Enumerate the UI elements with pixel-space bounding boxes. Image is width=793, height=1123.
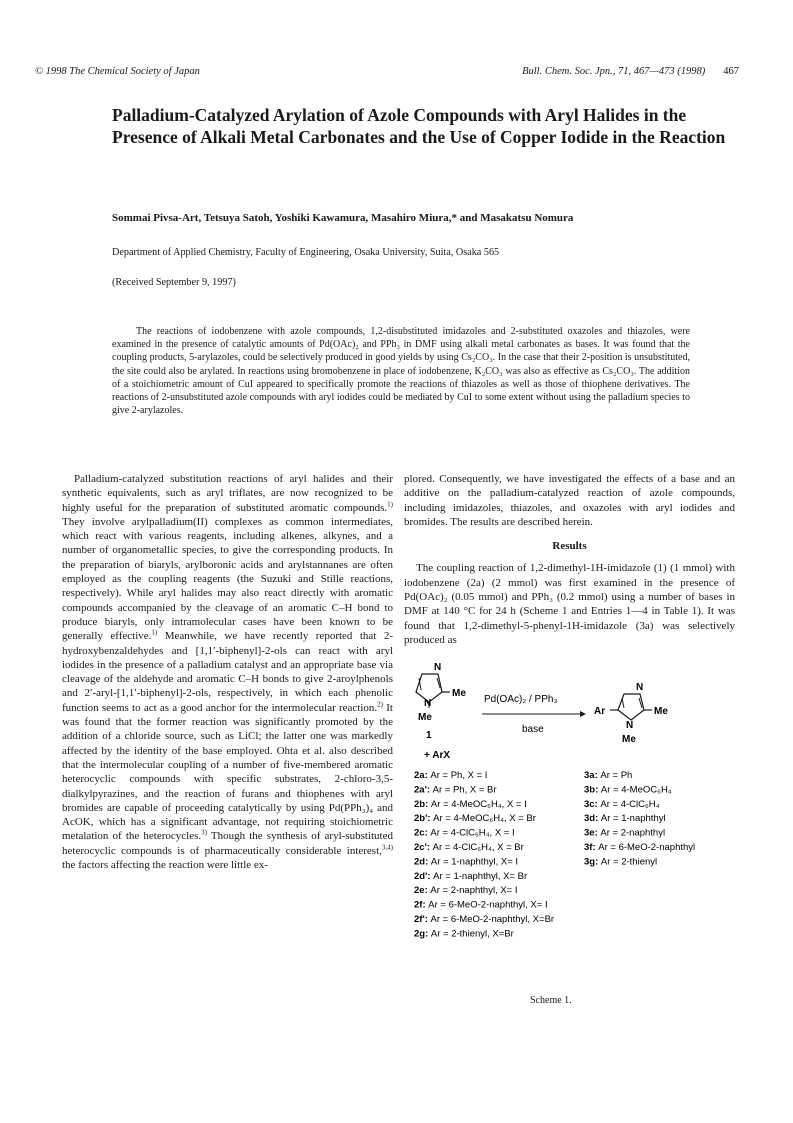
atom-n: N <box>424 698 432 709</box>
atom-n: N <box>636 682 644 693</box>
scheme-entry <box>584 842 695 853</box>
reagent-bottom: base <box>522 724 544 735</box>
entry-id: 2d: <box>414 856 431 868</box>
scheme-entry <box>414 885 518 896</box>
product-list <box>584 770 695 867</box>
received-date: (Received September 9, 1997) <box>112 277 236 288</box>
scheme-entry <box>414 871 527 882</box>
entry-id: 2e: <box>414 885 431 897</box>
entry-description: Ar = 4-ClC₆H₄ <box>600 798 660 810</box>
scheme-entry <box>414 914 554 925</box>
copyright-notice: © 1998 The Chemical Society of Japan <box>35 66 200 77</box>
scheme-entry <box>584 784 672 795</box>
scheme-entry <box>414 856 518 867</box>
entry-id: 2b': <box>414 813 434 825</box>
entry-description: Ar = 6-MeO-2-naphthyl, X=Br <box>430 914 555 925</box>
scheme-entry <box>414 799 527 810</box>
scheme-entry <box>414 784 497 795</box>
paper-title: Palladium-Catalyzed Arylation of Azole Compounds with Aryl Halides in the Presence of Alkali Metal Carbonates and the Use of Copper Iodide in the Reaction <box>112 105 726 147</box>
entry-description: Ar = 1-naphthyl, X= Br <box>433 870 528 882</box>
abstract: The reactions of iodobenzene with azole compounds, 1,2-disubstituted imidazoles and 2-substituted oxazoles and thiazoles, were examined in the presence of catalytic amounts of Pd(OAc)₂ and PPh₃ in DMF using alkali metal carbonates as bases. It was found that the coupling products, 5-arylazoles, could be selectively produced in good yields by using Cs₂CO₃. In the case that their 2-position is unsubstituted, the site could also be arylated. In reactions using bromobenzene in place of iodobenzene, K₂CO₃ was also as effective as Cs₂CO₃. The addition of a stoichiometric amount of CuI appeared to specifically promote the reactions of thiazoles as well as those of thiophene derivatives. The reactions of 2-unsubstituted azole compounds with aryl iodides could be mediated by CuI to some extent without using the palladium species to give 2-arylazoles. <box>112 326 690 417</box>
reference-marker: 2) <box>377 700 384 709</box>
scheme-entry <box>584 770 632 781</box>
entry-description: Ar = 4-MeOC₆H₄ <box>600 784 672 796</box>
entry-id: 3a: <box>584 770 601 781</box>
entry-id: 2a': <box>414 784 433 796</box>
entry-description: Ar = 4-MeOC₆H₄, X = Br <box>433 813 536 825</box>
entry-description: Ar = 1-naphthyl <box>600 813 666 825</box>
scheme-entry <box>584 799 660 810</box>
entry-id: 2a: <box>414 770 431 781</box>
entry-description: Ar = 1-naphthyl, X= I <box>430 856 519 868</box>
entry-id: 2d': <box>414 870 434 882</box>
scheme-1 <box>404 638 744 1008</box>
scheme-entry <box>414 828 515 839</box>
reference-marker: 3) <box>201 828 207 837</box>
scheme-caption: Scheme 1. <box>530 995 572 1006</box>
entry-id: 2f': <box>414 914 431 925</box>
atom-me: Me <box>418 712 432 723</box>
results-paragraph: The coupling reaction of 1,2-dimethyl-1H-imidazole (1) (1 mmol) with iodobenzene (2a) (2 mmol) was first examined in the presence of Pd(OAc)₂ (0.05 mmol) and PPh₃ (0.2 mmol) using a number of bases in DMF at 140 °C for 24 h (Scheme 1 and Entries 1—4 in Table 1). It was found that 1,2-dimethyl-5-phenyl-1H-imidazole (3a) was selectively produced as <box>404 562 735 646</box>
entry-description: Ar = 2-naphthyl <box>600 827 666 839</box>
entry-id: 2b: <box>414 798 431 810</box>
atom-n: N <box>434 662 442 673</box>
scheme-entry <box>414 813 536 824</box>
reaction-arrow <box>482 694 586 735</box>
entry-description: Ar = Ph <box>600 770 633 781</box>
reference-marker: 3,4) <box>381 843 393 852</box>
entry-id: 3g: <box>584 856 601 868</box>
entry-description: Ar = 4-ClC₆H₄, X = Br <box>432 842 524 853</box>
atom-me: Me <box>622 734 636 745</box>
entry-id: 3b: <box>584 784 601 796</box>
intro-continuation: plored. Consequently, we have investigated the effects of a base and an additive on the palladium-catalyzed reaction of azole compounds, including imidazoles, thiazoles, and oxazoles with aryl iodides and bromides. The results are described herein. <box>404 473 735 528</box>
author-list: Sommai Pivsa-Art, Tetsuya Satoh, Yoshiki Kawamura, Masahiro Miura,* and Masakatsu Nomura <box>112 212 574 224</box>
scheme-entry <box>414 900 548 911</box>
reagent-top: Pd(OAc)₂ / PPh₃ <box>484 694 558 705</box>
entry-description: Ar = Ph, X = Br <box>432 784 497 796</box>
entry-id: 3c: <box>584 798 601 810</box>
atom-n: N <box>626 720 634 731</box>
page-number: 467 <box>723 66 739 77</box>
entry-id: 2c: <box>414 827 431 839</box>
entry-description: Ar = 2-naphthyl, X= I <box>430 885 518 897</box>
intro-text-4: It was found that the former reaction was significantly promoted by the addition of a chloride source, such as LiCl; the latter one was markedly affected by the identity of the base employed. Ohta et al. also described that the intermolecular coupling of a number of five-membered aromatic heterocyclic compounds with specific substrates, 2-chloro-3,5-dialkylpyrazines, and the reaction of furans and thiophenes with aryl bromides are capable of proceeding catalytically by using Pd(PPh₃)₄ and AcOK, which has a significant advantage, not requiring stoichiometric metalation of the heterocycles. <box>62 701 393 843</box>
entry-description: Ar = 4-ClC₆H₄, X = I <box>430 827 515 839</box>
atom-me: Me <box>452 688 466 699</box>
scheme-entry <box>584 813 666 824</box>
entry-description: Ar = Ph, X = I <box>430 770 488 781</box>
reactant-imidazole <box>416 662 466 761</box>
intro-text-2: They involve arylpalladium(II) complexes as common intermediates, which react with various reagents, including alkenes, alkynes, and a number of organometallic species, to give the corresponding products. In the preparation of biaryls, arylboronic acids and arylstannanes are often employed as the coupling reagents (the Suzuki and Stille reactions, respectively). While aryl halides may also react directly with aromatic compounds accompanied by the cleavage of an aromatic C–H bond to produce biaryls, only intramolecular cases have been known to be generally effective. <box>62 515 393 643</box>
entry-id: 2c': <box>414 842 433 853</box>
affiliation: Department of Applied Chemistry, Faculty of Engineering, Osaka University, Suita, Osaka 565 <box>112 247 500 258</box>
section-heading-results: Results <box>552 540 587 553</box>
plus-arx: + ArX <box>424 750 451 761</box>
product-imidazole <box>594 682 668 745</box>
compound-label: 1 <box>426 730 432 741</box>
scheme-entry <box>584 856 657 867</box>
entry-id: 2f: <box>414 899 429 911</box>
entry-description: Ar = 6-MeO-2-naphthyl <box>598 842 696 853</box>
scheme-entry <box>414 770 487 781</box>
entry-description: Ar = 2-thienyl, X=Br <box>430 928 514 940</box>
scheme-entry <box>414 842 524 853</box>
reference-marker: 1) <box>151 628 158 637</box>
entry-id: 3f: <box>584 842 599 853</box>
atom-ar: Ar <box>594 706 606 717</box>
intro-text-1: Palladium-catalyzed substitution reactions of aryl halides and their synthetic equivalents, such as aryl triflates, are now recognized to be highly useful for the preparation of substituted aromatic compounds. <box>62 473 393 514</box>
atom-me: Me <box>654 706 668 717</box>
intro-text-6: the factors affecting the reaction were little ex- <box>62 859 268 872</box>
entry-id: 2g: <box>414 928 431 940</box>
reference-marker: 1) <box>387 499 393 508</box>
right-column-text <box>404 472 735 647</box>
citation-text: Bull. Chem. Soc. Jpn., 71, 467—473 (1998) <box>522 66 706 77</box>
scheme-entry <box>584 828 665 839</box>
entry-id: 3d: <box>584 813 601 825</box>
entry-description: Ar = 6-MeO-2-naphthyl, X= I <box>428 899 548 911</box>
aryl-halide-list <box>414 770 554 939</box>
entry-id: 3e: <box>584 827 601 839</box>
intro-text-5: Though the synthesis of aryl-substituted heterocyclic compounds is of pharmaceutically considerable interest, <box>62 830 393 857</box>
entry-description: Ar = 4-MeOC₆H₄, X = I <box>430 798 527 810</box>
journal-citation <box>522 66 739 77</box>
reaction-scheme-svg <box>404 638 744 998</box>
intro-text-3: Meanwhile, we have recently reported that 2-hydroxybenzaldehydes and [1,1′-biphenyl]-2-ols can react with aryl iodides in the presence of a palladium catalyst and an appropriate base via cleavage of the aldehyde and aromatic C–H bonds to give 2-aroylphenols and 2′-aryl-[1,1′-biphenyl]-2-ols, respectively, in which each phenolic function seems to act as a good anchor for the intermolecular reaction. <box>62 630 393 714</box>
entry-description: Ar = 2-thienyl <box>600 856 658 868</box>
scheme-entry <box>414 928 514 939</box>
left-column-text <box>62 472 393 872</box>
